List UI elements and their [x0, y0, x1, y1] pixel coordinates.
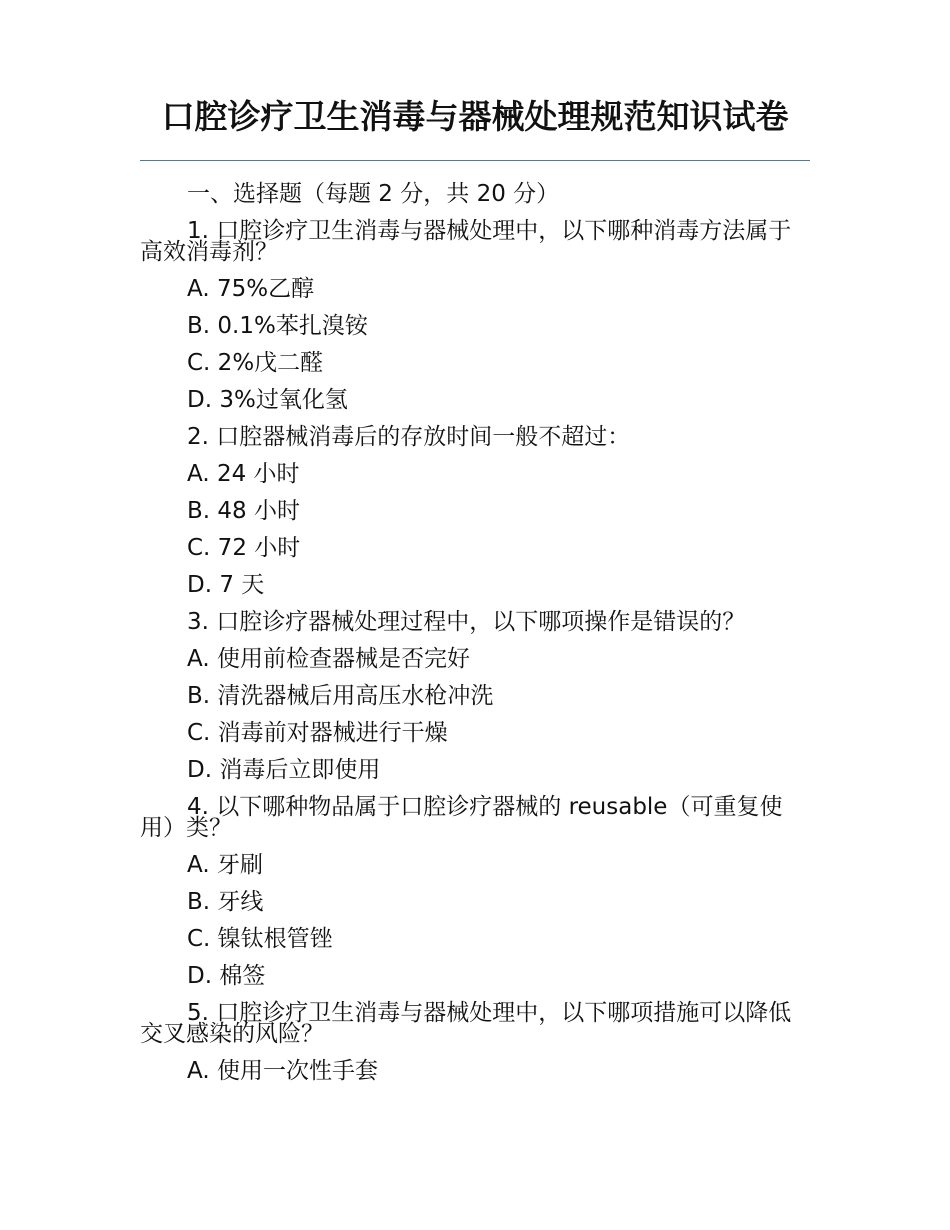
question-2-option-d: D. 7 天 [187, 572, 265, 598]
question-4-option-d: D. 棉签 [187, 963, 266, 989]
question-4-stem: 4. 以下哪种物品属于口腔诊疗器械的 reusable（可重复使用）类？ [140, 794, 783, 841]
document-title: 口腔诊疗卫生消毒与器械处理规范知识试卷 [161, 97, 789, 136]
question-3-option-c: C. 消毒前对器械进行干燥 [187, 720, 448, 746]
question-1-stem: 1. 口腔诊疗卫生消毒与器械处理中，以下哪种消毒方法属于高效消毒剂？ [140, 218, 792, 265]
title-underline [140, 160, 810, 161]
question-1-option-d: D. 3%过氧化氢 [187, 387, 348, 413]
question-1-option-b: B. 0.1%苯扎溴铵 [187, 313, 368, 339]
question-2-option-a: A. 24 小时 [187, 461, 300, 487]
question-4-option-a: A. 牙刷 [187, 852, 263, 878]
section-heading: 一、选择题（每题 2 分，共 20 分） [187, 181, 560, 207]
question-3-option-d: D. 消毒后立即使用 [187, 757, 381, 783]
question-1-option-c: C. 2%戊二醛 [187, 350, 324, 376]
question-5-option-a: A. 使用一次性手套 [187, 1058, 378, 1084]
question-2-option-b: B. 48 小时 [187, 498, 300, 524]
question-3-stem: 3. 口腔诊疗器械处理过程中，以下哪项操作是错误的？ [187, 609, 746, 635]
question-5-stem: 5. 口腔诊疗卫生消毒与器械处理中，以下哪项措施可以降低交叉感染的风险？ [140, 1000, 792, 1047]
document-body [140, 176, 810, 1090]
question-2-option-c: C. 72 小时 [187, 535, 301, 561]
question-2-stem: 2. 口腔器械消毒后的存放时间一般不超过： [187, 424, 631, 450]
question-4-option-c: C. 镍钛根管锉 [187, 926, 333, 952]
question-1-option-a: A. 75%乙醇 [187, 276, 315, 302]
question-4-option-b: B. 牙线 [187, 889, 264, 915]
question-3-option-a: A. 使用前检查器械是否完好 [187, 646, 470, 672]
question-3-option-b: B. 清洗器械后用高压水枪冲洗 [187, 683, 494, 709]
